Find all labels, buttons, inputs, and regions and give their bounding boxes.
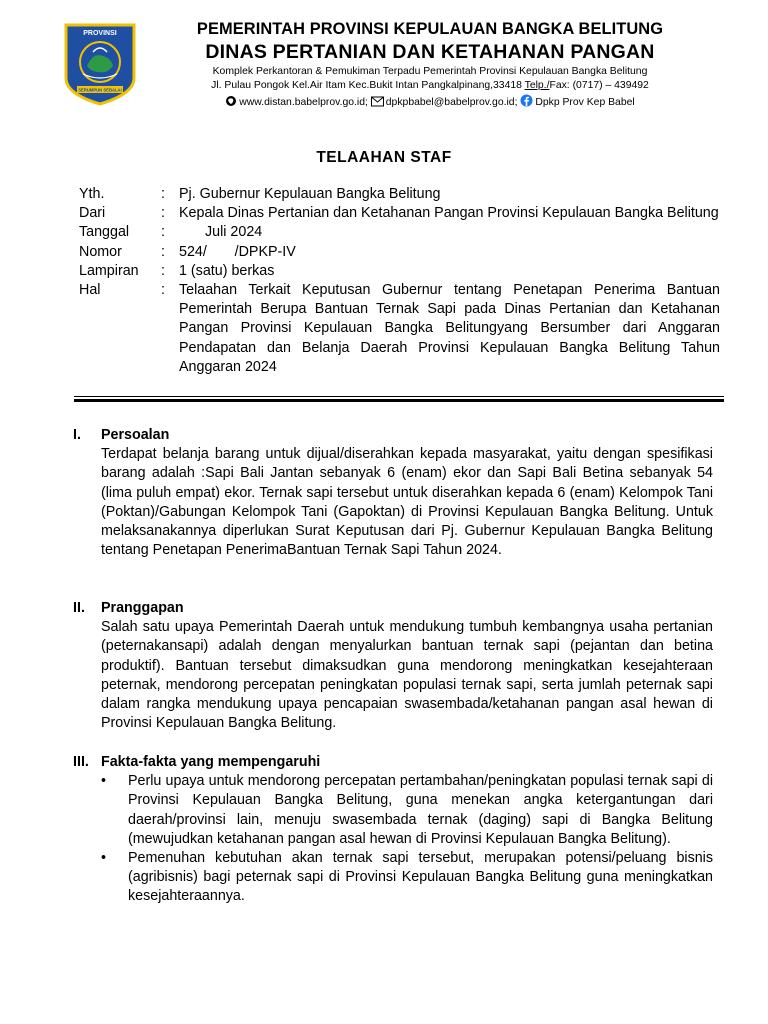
header-divider-thin [74,396,724,397]
agency-name: DINAS PERTANIAN DAN KETAHANAN PANGAN [205,41,655,63]
memo-row-sender: Dari : Kepala Dinas Pertanian dan Ketahanan Pangan Provinsi Kepulauan Bangka Belitung [79,205,719,222]
letterhead [150,18,710,113]
phone-label: Telp./ [524,80,550,91]
list-item: • Perlu upaya untuk mendorong percepatan pertambahan/peningkatan populasi ternak sapi di Provinsi Kepulauan Bangka Belitung, guna menekan angka ketergantungan dari daerah/provinsi lain, menuju swasembada ternak (daging) sapi di Bangka Belitung (mewujudkan ketahanan pangan asal hewan di Provinsi Kepulauan Bangka Belitung). [101,772,713,849]
province-emblem-icon [63,22,137,106]
contact-line [150,94,710,113]
mail-icon [371,96,384,113]
section-heading: III. Fakta-fakta yang mempengaruhi [73,754,321,770]
header-divider-thick [74,399,724,402]
memo-header [79,185,720,377]
svg-text:PROVINSI: PROVINSI [83,30,117,37]
office-complex: Komplek Perkantoran & Pemukiman Terpadu Pemerintah Provinsi Kepulauan Bangka Belitung [212,66,648,77]
memo-row-recipient: Yth. : Pj. Gubernur Kepulauan Bangka Belitung [79,186,441,202]
section-pranggapan [73,599,713,733]
section-heading: I. Persoalan [73,427,170,443]
section-text: Salah satu upaya Pemerintah Daerah untuk mendukung tumbuh kembangnya usaha pertanian (peternakansapi) adalah dengan menyalurkan bantuan ternak sapi (pejantan dan betina produktif). Bantuan tersebut dimaksudkan guna mendorong meningkatkan kesejahteraan peternak, mendorong percepatan peningkatan populasi ternak sapi, serta jumlah peternak sapi dalam rangka mendukung upaya pencapaian swasembada/ketahanan pangan asal hewan di Provinsi Kepulauan Bangka Belitung. [101,619,713,732]
memo-row-date: Tanggal : Juli 2024 [79,224,263,241]
section-text: Terdapat belanja barang untuk dijual/diserahkan kepada masyarakat, yaitu dengan spesifikasi barang adalah :Sapi Bali Jantan sebanyak 6 (enam) ekor dan Sapi Bali Betina sebanyak 54 (lima puluh empat) ekor. Ternak sapi tersebut untuk diserahkan kepada 6 (enam) Kelompok Tani (Poktan)/Gabungan Kelompok Tani (Gapoktan) di Provinsi Kepulauan Bangka Belitung. Untuk melaksanakannya diperlukan Surat Keputusan dari Pj. Gubernur Kepulauan Bangka Belitung tentang Penetapan PenerimaBantuan Ternak Sapi Tahun 2024. [101,446,713,559]
office-address: Jl. Pulau Pongok Kel.Air Itam Kec.Bukit Intan Pangkalpinang,33418 Telp./Fax: (0717) – 439492 [211,80,649,91]
memo-row-subject: Hal : Telaahan Terkait Keputusan Gubernur tentang Penetapan Penerima Bantuan Pemerintah Berupa Bantuan Ternak Sapi pada Dinas Pertanian dan Ketahanan Pangan Provinsi Kepulauan Bangka Belitungyang Bersumber dari Anggaran Pendapatan dan Belanja Daerah Provinsi Kepulauan Bangka Belitung Tahun Anggaran 2024 [79,282,720,375]
section-persoalan [73,426,713,560]
fax-number: Fax: (0717) – 439492 [549,80,649,91]
memo-row-number: Nomor : 524/ /DPKP-IV [79,243,296,260]
globe-icon [225,95,237,113]
list-item: • Pemenuhan kebutuhan akan ternak sapi tersebut, merupakan potensi/peluang bisnis (agribisnis) bagi peternak sapi di Provinsi Kepulauan Bangka Belitung guna meningkatkan kesejahteraannya. [101,849,713,907]
facebook-link[interactable]: Dpkp Prov Kep Babel [535,97,635,108]
svg-text:SERUMPUN SEBALAI: SERUMPUN SEBALAI [78,87,122,93]
memo-row-attachment: Lampiran : 1 (satu) berkas [79,262,275,279]
section-fakta [73,753,713,907]
bullet: • [101,773,107,790]
section-heading: II. Pranggapan [73,600,184,616]
facebook-icon [520,94,533,113]
document-title: TELAAHAN STAF [316,149,452,166]
province-logo [63,22,137,106]
email-link[interactable]: dpkpbabel@babelprov.go.id; [385,97,518,108]
bullet: • [101,850,107,867]
website-link[interactable]: www.distan.babelprov.go.id; [239,97,368,108]
government-name: PEMERINTAH PROVINSI KEPULAUAN BANGKA BELITUNG [196,20,664,38]
